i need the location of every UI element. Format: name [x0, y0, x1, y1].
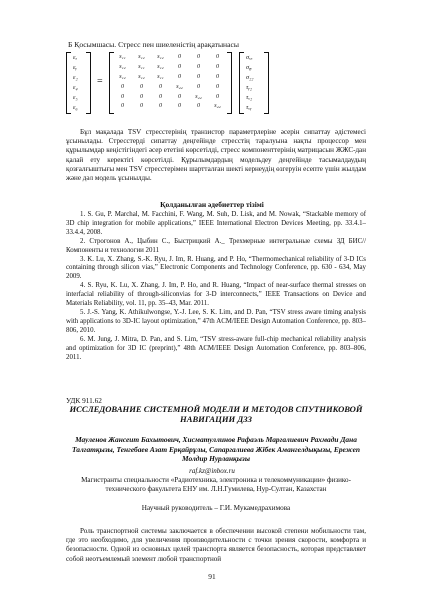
- equals-sign: =: [97, 76, 103, 87]
- right-vector-entry: τₓ₂: [246, 93, 253, 101]
- left-vector: [73, 53, 78, 112]
- references-title: Қолданылған әдебиеттер тізімі: [160, 200, 264, 209]
- right-vector: [246, 53, 253, 112]
- matrix-cell: 0: [178, 73, 181, 80]
- matrix-cell: 0: [140, 93, 143, 100]
- matrix-cell: 0: [197, 63, 200, 70]
- reference-item: 5. J.-S. Yang, K. Athikulwongse, Y.-J. Lee, S. K. Lim, and D. Pan, “TSV stress aware timing analysis with applications to 3D-IC layout optimization,” 47th ACM/IEEE Design Automation Conference, pp. 803–806, 2010.: [66, 308, 366, 334]
- matrix-cell: s₁₂: [138, 73, 145, 80]
- matrix-cell: 0: [121, 83, 124, 90]
- matrix-cell: s₁₂: [157, 54, 164, 60]
- udk-code: УДК 911.62: [66, 396, 102, 405]
- left-vector-entry: εₓ: [73, 54, 78, 61]
- matrix-cell: s₁₂: [119, 73, 126, 80]
- left-vector-bracket-open: [66, 52, 71, 114]
- matrix-cell: s₁₂: [157, 63, 164, 70]
- matrix-cell: 0: [121, 93, 124, 100]
- right-vector-bracket-open: [239, 52, 244, 114]
- right-vector-entry: τᵧ₂: [246, 83, 252, 91]
- left-vector-bracket-close: [86, 52, 91, 114]
- matrix-cell: 0: [197, 54, 200, 60]
- matrix-cell: 0: [197, 73, 200, 80]
- matrix-cell: s₁₂: [138, 54, 145, 60]
- right-vector-entry: τₓᵧ: [246, 103, 252, 111]
- matrix-cell: 0: [197, 83, 200, 90]
- matrix-cell: s₄₄: [195, 93, 202, 100]
- matrix-cell: 0: [216, 73, 219, 80]
- matrix-cell: s₁₁: [138, 63, 145, 70]
- matrix-cell: 0: [216, 83, 219, 90]
- reference-item: 1. S. Gu, P. Marchal, M. Facchini, F. Wang, M. Suh, D. Lisk, and M. Nowak, “Stackable memory of 3D chip integration for mobile applications,” IEEE International Electron Devices Meeting, pp. 33.4.1– 33.4.4, 2008.: [66, 211, 366, 236]
- matrix-cell: s₁₁: [119, 54, 126, 60]
- left-vector-entry: ε₆: [73, 103, 78, 111]
- stress-strain-equation: [66, 52, 366, 114]
- matrix-cell: 0: [178, 63, 181, 70]
- matrix-cell: 0: [197, 103, 200, 110]
- matrix-cell: 0: [121, 103, 124, 110]
- matrix-cell: 0: [140, 103, 143, 110]
- right-vector-entry: σₓₓ: [246, 54, 253, 61]
- matrix-cell: 0: [178, 93, 181, 100]
- matrix-cell: s₁₁: [157, 73, 164, 80]
- left-vector-entry: ε₅: [73, 93, 78, 101]
- conclusion-paragraph: Бұл мақалада TSV стресстерінің транзистор параметрлеріне әсерін сипаттау әдістемесі ұсынылады. Стресстерді сипаттау деңгейінде стресстің таралуына нақты процессор мен құрылымдар кеңістігіндегі әсер ететіні көрсетілді, стресс компоненттерінің матрицасын ЖЖС-дан қалай ету керектігі көрсетілді. Құрылымдардың модельдеу деңгейінде тасымалдаудың қозғалғыштығы мен TSV стресстерімен шартталған шекті кернеудің өзгеруін есепте үшін жылдам және дәл модель ұсынылды.: [66, 128, 366, 183]
- left-vector-entry: ε₄: [73, 83, 78, 91]
- matrix-cell: 0: [159, 83, 162, 90]
- matrix-cell: s₄₄: [176, 83, 183, 90]
- reference-item: 3. K. Lu, X. Zhang, S.-K. Ryu, J. Im, R. Huang, and P. Ho, “Thermomechanical reliability of 3-D ICs containing through silicon vias,” Electronic Components and Technology Conference, pp. 630 - 634, May 2009.: [66, 255, 366, 281]
- reference-item: 6. M. Jung, J. Mitra, D. Pan, and S. Lim, “TSV stress-aware full-chip mechanical reliability analysis and optimization for 3D IC (preprint),” 48th ACM/IEEE Design Automation Conference, pp. 803–806, 2011.: [66, 335, 366, 361]
- matrix-cell: 0: [216, 93, 219, 100]
- references-list: [66, 211, 366, 362]
- compliance-matrix: [113, 53, 227, 112]
- left-vector-entry: ε₂: [73, 73, 78, 81]
- matrix-cell: 0: [159, 103, 162, 110]
- matrix-cell: s₁₂: [119, 63, 126, 70]
- reference-item: 4. S. Ryu, K. Lu, X. Zhang, J. Im, P. Ho, and R. Huang, “Impact of near-surface thermal stresses on interfacial reliability of through-siliconvias for 3-D interconnects,” IEEE Transactions on Device and Materials Reliability, vol. 11, pp. 35–43, Mar. 2011.: [66, 282, 366, 308]
- reference-item: 2. Строгонов А., Цыбин С., Быстрицкий А._ Трехмерные интегральные схемы ЗД БИС// Компоненты и технологии 2011: [66, 237, 366, 254]
- matrix-cell: 0: [216, 63, 219, 70]
- page-number: 91: [208, 572, 216, 581]
- matrix-cell: s₄₄: [214, 103, 221, 110]
- body-paragraph: Роль транспортной системы заключается в обеспечении высокой степени мобильности там, где это необходимо, для увеличения производительности с точки зрения скорости, комфорта и безопасности. Одной из основных целей транспорта является безопасность, которая представляет собой неотъемлемый элемент любой транспортной: [66, 527, 366, 563]
- matrix-bracket-close: [227, 52, 232, 114]
- right-vector-entry: σᵧᵧ: [246, 63, 253, 71]
- left-vector-entry: εᵧ: [73, 63, 77, 71]
- matrix-cell: 0: [178, 103, 181, 110]
- right-vector-bracket-close: [264, 52, 269, 114]
- matrix-cell: 0: [159, 93, 162, 100]
- section-heading: Б Қосымшасы. Стресс пен шиеленістің арақатынасы: [68, 40, 239, 49]
- article-title: ИССЛЕДОВАНИЕ СИСТЕМНОЙ МОДЕЛИ И МЕТОДОВ СПУТНИКОВОЙ НАВИГАЦИИ ДЗЗ: [69, 404, 363, 425]
- matrix-cell: 0: [178, 54, 181, 60]
- author-email: raf.kz@inbox.ru: [189, 467, 235, 475]
- matrix-cell: 0: [140, 83, 143, 90]
- affiliation: Магистранты специальности «Радиотехника, электроника и телекоммуникации» физико-технического факультета ЕНУ им. Л.Н.Гумилева, Нур-Султан, Казахстан: [81, 476, 351, 494]
- right-vector-entry: σ₂₂: [246, 73, 254, 81]
- scientific-advisor: Научный руководитель – Г.И. Мукамедрахимова: [141, 504, 291, 512]
- author-list: Мауленов Жансеит Бахытович, Хисматуллинов Рафаэль Маргалиевич Рахмади Дана Талгатқызы, Тенгебаев Азат Ерқайрұлы, Сапаргалиева Жібек Амангелдықызы, Ережеп Молдир Нурланқызы: [72, 435, 360, 464]
- matrix-cell: 0: [216, 54, 219, 60]
